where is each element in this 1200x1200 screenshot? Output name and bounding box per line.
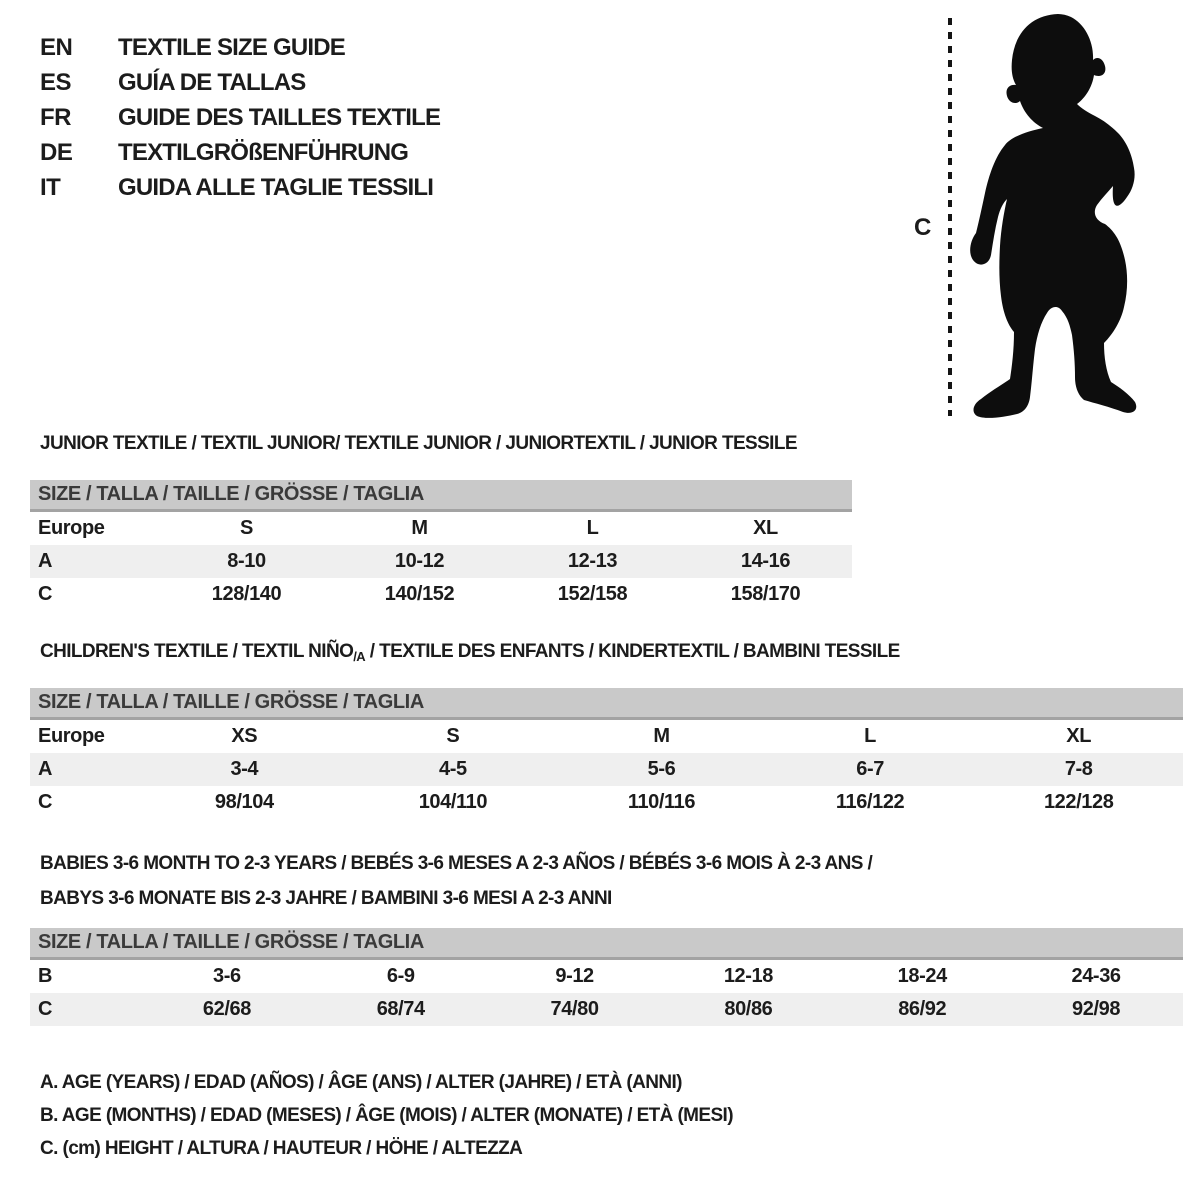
table-cell: 5-6 bbox=[557, 753, 766, 786]
table-cell: 74/80 bbox=[488, 993, 662, 1026]
babies-size-table bbox=[30, 960, 1183, 1026]
table-cell: 152/158 bbox=[557, 583, 628, 605]
table-cell: 104/110 bbox=[418, 791, 488, 813]
guide-title: GUIDA ALLE TAGLIE TESSILI bbox=[118, 173, 434, 201]
junior-size-header-bar: SIZE / TALLA / TAILLE / GRÖSSE / TAGLIA bbox=[30, 480, 852, 512]
table-cell: 24-36 bbox=[1071, 965, 1121, 987]
table-cell: 3-4 bbox=[140, 753, 349, 786]
legend bbox=[40, 1066, 733, 1165]
size-col-header: XL bbox=[753, 517, 778, 539]
lang-row-fr bbox=[40, 100, 440, 135]
junior-age-row bbox=[30, 545, 852, 578]
table-cell: 7-8 bbox=[974, 753, 1183, 786]
table-cell: 6-9 bbox=[386, 965, 415, 987]
children-size-header-bar: SIZE / TALLA / TAILLE / GRÖSSE / TAGLIA bbox=[30, 688, 1183, 720]
children-age-row bbox=[30, 753, 1183, 786]
row-label: A bbox=[30, 545, 160, 578]
table-cell: 6-7 bbox=[766, 753, 975, 786]
lang-code: FR bbox=[40, 103, 71, 131]
table-cell: 110/116 bbox=[627, 791, 696, 813]
table-cell: 80/86 bbox=[661, 993, 835, 1026]
lang-row-es bbox=[40, 65, 440, 100]
table-cell: 8-10 bbox=[160, 545, 333, 578]
table-cell: 98/104 bbox=[214, 791, 274, 813]
babies-height-row bbox=[30, 993, 1183, 1026]
size-col-header: XS bbox=[231, 725, 258, 747]
children-columns-row bbox=[30, 720, 1183, 753]
table-cell: 3-6 bbox=[213, 965, 241, 987]
table-cell: 10-12 bbox=[333, 545, 506, 578]
size-col-header: XL bbox=[1066, 725, 1092, 747]
lang-code: DE bbox=[40, 138, 73, 166]
legend-line-a: A. AGE (YEARS) / EDAD (AÑOS) / ÂGE (ANS) / ALTER (JAHRE) / ETÀ (ANNI) bbox=[40, 1072, 682, 1093]
row-label: A bbox=[30, 753, 140, 786]
row-label: C bbox=[38, 791, 53, 813]
region-label: Europe bbox=[38, 725, 105, 747]
row-label: C bbox=[38, 583, 53, 605]
lang-code: IT bbox=[40, 173, 61, 201]
babies-months-row bbox=[30, 960, 1183, 993]
size-col-header: M bbox=[653, 725, 670, 747]
guide-title: GUÍA DE TALLAS bbox=[118, 68, 306, 96]
size-col-header: M bbox=[411, 517, 428, 539]
children-title-post: / TEXTILE DES ENFANTS / KINDERTEXTIL / BAMBINI TESSILE bbox=[365, 641, 900, 662]
children-size-table bbox=[30, 720, 1183, 819]
table-cell: 158/170 bbox=[730, 583, 801, 605]
junior-section-title: JUNIOR TEXTILE / TEXTIL JUNIOR/ TEXTILE JUNIOR / JUNIORTEXTIL / JUNIOR TESSILE bbox=[40, 433, 797, 454]
height-measure-dashed-line bbox=[948, 18, 952, 416]
table-cell: 9-12 bbox=[555, 965, 594, 987]
table-cell: 12-13 bbox=[506, 545, 679, 578]
table-cell: 18-24 bbox=[897, 965, 947, 987]
table-cell: 4-5 bbox=[349, 753, 558, 786]
lang-row-it bbox=[40, 170, 440, 205]
table-cell: 140/152 bbox=[384, 583, 455, 605]
size-col-header: L bbox=[586, 517, 599, 539]
children-section-title bbox=[40, 641, 900, 664]
table-cell: 122/128 bbox=[1043, 791, 1114, 813]
babies-size-header-bar: SIZE / TALLA / TAILLE / GRÖSSE / TAGLIA bbox=[30, 928, 1183, 960]
table-cell: 92/98 bbox=[1009, 993, 1183, 1026]
row-label: C bbox=[30, 993, 140, 1026]
children-height-row bbox=[30, 786, 1183, 819]
size-col-header: L bbox=[864, 725, 876, 747]
lang-row-en bbox=[40, 30, 440, 65]
legend-line-c: C. (cm) HEIGHT / ALTURA / HAUTEUR / HÖHE / ALTEZZA bbox=[40, 1138, 523, 1159]
babies-title-line1: BABIES 3-6 MONTH TO 2-3 YEARS / BEBÉS 3-6 MESES A 2-3 AÑOS / BÉBÉS 3-6 MOIS À 2-3 ANS / bbox=[40, 853, 873, 874]
height-measure-label: C bbox=[914, 214, 932, 241]
guide-title: GUIDE DES TAILLES TEXTILE bbox=[118, 103, 441, 131]
size-col-header: S bbox=[240, 517, 253, 539]
table-cell: 116/122 bbox=[835, 791, 905, 813]
babies-section-title bbox=[40, 846, 872, 916]
row-label: B bbox=[38, 965, 53, 987]
junior-columns-row bbox=[30, 512, 852, 545]
table-cell: 86/92 bbox=[835, 993, 1009, 1026]
language-title-list bbox=[40, 30, 440, 205]
toddler-silhouette-icon bbox=[962, 10, 1140, 422]
junior-height-row bbox=[30, 578, 852, 611]
junior-size-table bbox=[30, 512, 852, 611]
region-label: Europe bbox=[38, 517, 105, 539]
table-cell: 68/74 bbox=[314, 993, 488, 1026]
guide-title: TEXTILE SIZE GUIDE bbox=[118, 33, 345, 61]
size-col-header: S bbox=[446, 725, 460, 747]
lang-row-de bbox=[40, 135, 440, 170]
guide-title: TEXTILGRÖßENFÜHRUNG bbox=[118, 138, 409, 166]
children-title-sub: /A bbox=[353, 649, 366, 664]
table-cell: 14-16 bbox=[679, 545, 852, 578]
table-cell: 128/140 bbox=[211, 583, 282, 605]
table-cell: 12-18 bbox=[723, 965, 773, 987]
babies-title-line2: BABYS 3-6 MONATE BIS 2-3 JAHRE / BAMBINI 3-6 MESI A 2-3 ANNI bbox=[40, 888, 612, 909]
table-cell: 62/68 bbox=[140, 993, 314, 1026]
lang-code: ES bbox=[40, 68, 72, 96]
legend-line-b: B. AGE (MONTHS) / EDAD (MESES) / ÂGE (MOIS) / ALTER (MONATE) / ETÀ (MESI) bbox=[40, 1105, 733, 1126]
lang-code: EN bbox=[40, 33, 73, 61]
children-title-pre: CHILDREN'S TEXTILE / TEXTIL NIÑO bbox=[40, 641, 354, 662]
